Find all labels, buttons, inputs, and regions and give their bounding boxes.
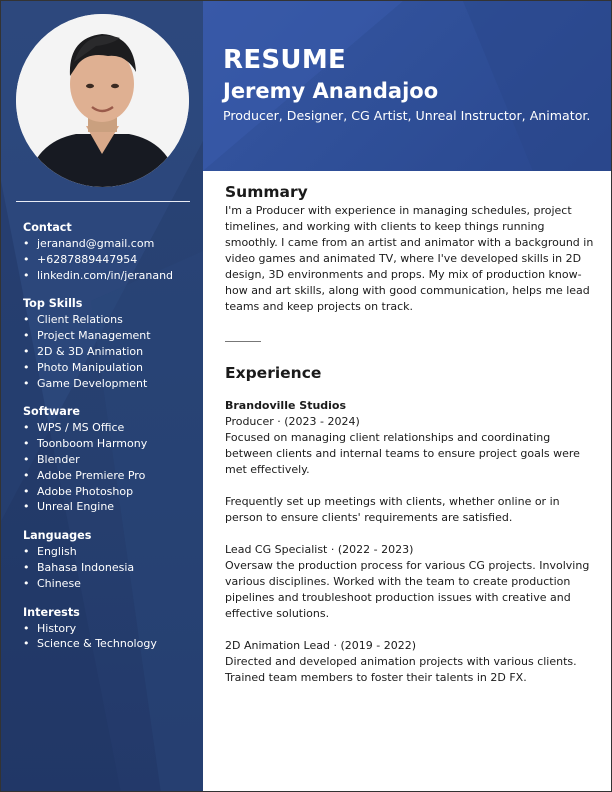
languages-section: [23, 528, 198, 591]
contact-linkedin[interactable]: • linkedin.com/in/jeranand: [23, 268, 198, 284]
languages-heading: Languages: [23, 529, 92, 543]
section-divider: [225, 341, 261, 342]
contact-section: [23, 220, 198, 283]
profile-photo: [16, 14, 189, 187]
job-description: Frequently set up meetings with clients, whether online or in person to ensure clients' requirements are satisfied.: [225, 495, 560, 524]
company-name: Brandoville Studios: [225, 399, 347, 412]
languages-list: [23, 544, 198, 591]
sidebar-divider: [16, 201, 190, 202]
software-item: • WPS / MS Office: [23, 420, 198, 436]
summary-heading: Summary: [225, 183, 308, 201]
contact-heading: Contact: [23, 221, 72, 234]
interests-heading: Interests: [23, 605, 80, 619]
software-list: [23, 420, 198, 515]
language-item: • English: [23, 544, 198, 560]
interests-list: [23, 621, 198, 653]
interest-item: • History: [23, 621, 198, 637]
software-item: • Blender: [23, 452, 198, 468]
resume-title: RESUME: [223, 45, 347, 75]
person-name: Jeremy Anandajoo: [223, 79, 439, 103]
sidebar: [1, 1, 203, 792]
software-item: • Adobe Premiere Pro: [23, 468, 198, 484]
experience-heading: Experience: [225, 364, 322, 382]
job-entry: [225, 542, 595, 622]
person-avatar-icon: [16, 14, 189, 187]
job-entry: [225, 638, 595, 686]
main-content: [225, 181, 595, 702]
skill-item: • 2D & 3D Animation: [23, 344, 198, 360]
summary-text: I'm a Producer with experience in managing schedules, project timelines, and working with clients to keep things running smoothly. I came from an artist and animator with a background in video games and animated TV, where I've developed skills in 2D design, 3D environments and props. My mix of production know-how and art skills, along with good communication, helps me lead teams and keep projects on track.: [225, 204, 594, 313]
software-item: • Toonboom Harmony: [23, 436, 198, 452]
contact-email[interactable]: • jeranand@gmail.com: [23, 236, 198, 252]
contact-phone[interactable]: • +6287889447954: [23, 252, 198, 268]
software-item: • Adobe Photoshop: [23, 484, 198, 500]
job-description: Oversaw the production process for various CG projects. Involving various disciplines. Worked with the team to create production pipelines and troubleshoot production issues with creative and effective solutions.: [225, 559, 590, 620]
job-description: Focused on managing client relationships and coordinating between clients and internal teams to ensure project goals were met effectively.: [225, 431, 580, 476]
job-entry: [225, 414, 595, 526]
language-item: • Chinese: [23, 576, 198, 592]
interest-item: • Science & Technology: [23, 636, 198, 652]
job-description: Directed and developed animation projects with various clients. Trained team members to foster their talents in 2D FX.: [225, 655, 577, 684]
software-section: [23, 404, 198, 515]
job-title: Producer · (2023 - 2024): [225, 415, 360, 428]
contact-list: [23, 236, 198, 283]
job-title: Lead CG Specialist · (2022 - 2023): [225, 543, 414, 556]
skill-item: • Game Development: [23, 376, 198, 392]
language-item: • Bahasa Indonesia: [23, 560, 198, 576]
software-heading: Software: [23, 405, 80, 419]
skill-item: • Client Relations: [23, 312, 198, 328]
person-roles: Producer, Designer, CG Artist, Unreal Instructor, Animator.: [223, 108, 591, 123]
skill-item: • Project Management: [23, 328, 198, 344]
skills-section: [23, 296, 198, 391]
software-item: • Unreal Engine: [23, 499, 198, 515]
skill-item: • Photo Manipulation: [23, 360, 198, 376]
skills-list: [23, 312, 198, 391]
skills-heading: Top Skills: [23, 297, 83, 311]
sidebar-content: [23, 220, 198, 665]
interests-section: [23, 605, 198, 653]
job-title: 2D Animation Lead · (2019 - 2022): [225, 639, 416, 652]
